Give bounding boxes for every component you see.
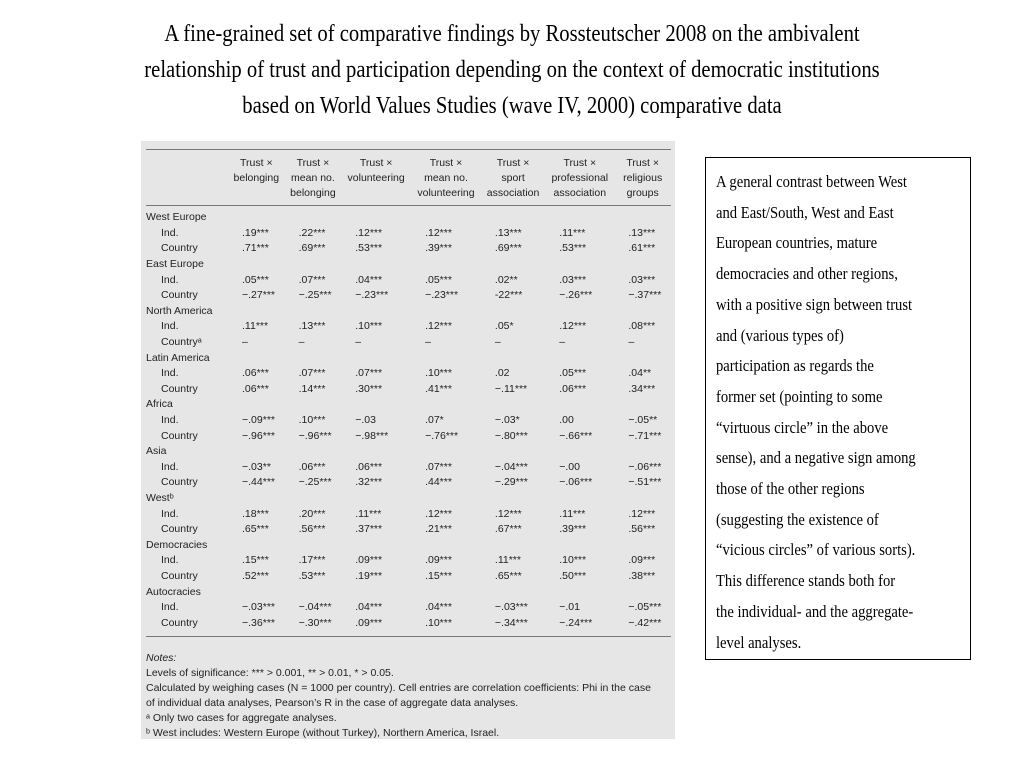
commentary-line: (suggesting the existence of — [716, 509, 879, 529]
table-cell: – — [494, 336, 501, 349]
commentary-line: This difference stands both for — [716, 571, 896, 591]
table-cell: −.25*** — [298, 476, 332, 489]
table-cell: .11*** — [242, 320, 269, 333]
table-cell: .69*** — [298, 242, 326, 255]
column-header-line: Trust × — [296, 157, 330, 169]
table-cell: .11*** — [559, 226, 586, 239]
table-cell: −.23*** — [425, 289, 459, 302]
column-header-line: volunteering — [347, 172, 405, 184]
table-cell: .69*** — [494, 242, 522, 255]
table-cell: .10*** — [559, 554, 587, 567]
table-cell: −.06*** — [628, 460, 662, 473]
notes-line: of individual data analyses, Pearson’s R in the case of aggregate data analyses. — [146, 697, 519, 709]
correlation-table — [146, 149, 671, 637]
table-cell: .34*** — [628, 382, 656, 395]
table-cell: .10*** — [355, 320, 383, 333]
column-header — [614, 152, 671, 206]
group-row — [146, 584, 671, 600]
commentary-line: and East/South, West and East — [716, 202, 894, 222]
table-cell: .67*** — [494, 523, 522, 536]
table-cell: .04** — [628, 367, 652, 380]
table-body — [146, 206, 671, 637]
table-row — [146, 413, 671, 429]
table-cell: −.23*** — [355, 289, 389, 302]
table-cell: −.05*** — [628, 601, 662, 614]
table-cell: .11*** — [559, 507, 586, 520]
table-cell: −.09*** — [242, 414, 275, 427]
table-cell: -22*** — [494, 289, 523, 302]
commentary-line: with a positive sign between trust — [716, 294, 913, 314]
table-cell: .65*** — [494, 569, 522, 582]
table-cell: −.29*** — [494, 476, 528, 489]
table-cell: −.11*** — [494, 382, 528, 395]
table-cell: .03*** — [559, 273, 587, 286]
table-cell: .12*** — [628, 507, 656, 520]
table-cell: −.03*** — [242, 601, 275, 614]
table-cell: −.80*** — [494, 429, 528, 442]
row-label: Country — [161, 429, 198, 442]
table-cell: .10*** — [298, 414, 326, 427]
table-cell: .03*** — [628, 273, 656, 286]
table-cell: .04*** — [355, 601, 383, 614]
header-stub — [146, 152, 228, 206]
table-cell: .11*** — [355, 507, 382, 520]
table-cell: −.03** — [242, 460, 271, 473]
table-cell: .56*** — [298, 523, 326, 536]
table-cell: .38*** — [628, 569, 656, 582]
table-cell: .71*** — [242, 242, 269, 255]
column-header — [545, 152, 614, 206]
table-cell: .05* — [494, 320, 514, 333]
table-cell: .09*** — [425, 554, 452, 567]
notes-line: Levels of significance: *** > 0.001, ** > 0.01, * > 0.05. — [146, 667, 394, 679]
table-cell: .12*** — [494, 507, 522, 520]
table-cell: .14*** — [298, 382, 326, 395]
table-cell: −.42*** — [614, 615, 671, 636]
group-name: Asia — [146, 445, 167, 458]
table-cell: .19*** — [242, 226, 269, 239]
column-header-line: Trust × — [496, 157, 530, 169]
group-row — [146, 491, 671, 507]
table-cell: .07*** — [298, 367, 326, 380]
group-row — [146, 537, 671, 553]
commentary-line: European countries, mature — [716, 233, 878, 253]
table-cell: −.26*** — [559, 289, 593, 302]
table-row — [146, 553, 671, 569]
group-row — [146, 444, 671, 460]
table-cell: −.51*** — [628, 476, 662, 489]
table-cell: .10*** — [425, 367, 452, 380]
column-header-line: belonging — [290, 187, 336, 199]
column-header-line: Trust × — [359, 157, 393, 169]
table-row — [146, 569, 671, 585]
table-cell: −.44*** — [242, 476, 275, 489]
row-label: Ind. — [161, 367, 179, 380]
table-cell: .15*** — [242, 554, 269, 567]
group-row — [146, 206, 671, 226]
column-header-line: Trust × — [626, 157, 659, 169]
table-cell: .12*** — [355, 226, 383, 239]
column-header-line: professional — [551, 172, 609, 184]
table-cell: – — [355, 336, 362, 349]
table-header — [146, 150, 671, 206]
table-row — [146, 600, 671, 616]
table-cell: .32*** — [355, 476, 383, 489]
row-label: Country — [161, 289, 198, 302]
row-label: Ind. — [161, 601, 179, 614]
table-row — [146, 615, 671, 636]
table-cell: −.98*** — [355, 429, 389, 442]
table-cell: .05*** — [425, 273, 452, 286]
column-header-line: sport — [501, 172, 525, 184]
table-cell: – — [628, 336, 635, 349]
table-cell: .39*** — [559, 523, 587, 536]
table-cell: .52*** — [242, 569, 269, 582]
table-row — [146, 272, 671, 288]
table-cell: −.04*** — [298, 601, 332, 614]
group-name: East Europe — [146, 258, 204, 271]
column-header-line: Trust × — [429, 157, 463, 169]
table-cell: −.27*** — [242, 289, 275, 302]
table-cell: .06*** — [242, 367, 269, 380]
table-cell: .06*** — [298, 460, 326, 473]
column-header-line: religious — [623, 172, 663, 184]
table-cell: .06*** — [242, 382, 269, 395]
table-cell: – — [559, 336, 566, 349]
table-cell: – — [298, 336, 305, 349]
table-cell: −.37*** — [628, 289, 662, 302]
group-row — [146, 304, 671, 320]
table-cell: −.04*** — [494, 460, 528, 473]
table-cell: −.66*** — [559, 429, 593, 442]
title-line: relationship of trust and participation depending on the context of democratic institutions — [144, 57, 880, 83]
commentary-line: former set (pointing to some — [716, 386, 883, 406]
row-label: Ind. — [161, 273, 179, 286]
commentary-line: “virtuous circle” in the above — [716, 417, 889, 437]
table-cell: .41*** — [425, 382, 452, 395]
table-cell: .53*** — [559, 242, 587, 255]
table-cell: .17*** — [298, 554, 326, 567]
table-cell: −.71*** — [628, 429, 662, 442]
table-notes — [146, 651, 674, 739]
table-row — [146, 382, 671, 398]
table-cell: −.00 — [559, 460, 580, 473]
table-cell: .07* — [425, 414, 444, 427]
row-label: Country — [161, 476, 198, 489]
table-cell: .53*** — [355, 242, 383, 255]
table-cell: −.03 — [355, 414, 376, 427]
row-label: Ind. — [161, 554, 179, 567]
table-cell: −.24*** — [545, 615, 614, 636]
column-header — [285, 152, 342, 206]
table-cell: .53*** — [298, 569, 326, 582]
table-image-panel — [141, 141, 675, 739]
header-row — [146, 152, 671, 206]
table-row — [146, 241, 671, 257]
table-cell: .61*** — [628, 242, 656, 255]
notes-heading: Notes: — [146, 652, 177, 664]
table-cell: .11*** — [494, 554, 521, 567]
notes-line: ᵇ West includes: Western Europe (without Turkey), Northern America, Israel. — [146, 727, 500, 739]
table-cell: −.36*** — [228, 615, 285, 636]
commentary-line: and (various types of) — [716, 325, 844, 345]
group-name: Westᵇ — [146, 491, 174, 504]
table-cell: .50*** — [559, 569, 587, 582]
commentary-line: “vicious circles” of various sorts). — [716, 540, 916, 560]
column-header-line: Trust × — [240, 157, 273, 169]
notes-line: Calculated by weighing cases (N = 1000 per country). Cell entries are correlation coefficients: Phi in the case — [146, 682, 651, 694]
table-cell: −.34*** — [481, 615, 545, 636]
column-header-line: Trust × — [563, 157, 597, 169]
row-label: Country — [161, 242, 198, 255]
table-cell: .13*** — [628, 226, 656, 239]
commentary-line: participation as regards the — [716, 356, 874, 376]
table-row — [146, 475, 671, 491]
row-label: Country — [161, 382, 198, 395]
table-cell: −.96*** — [242, 429, 275, 442]
row-label: Ind. — [161, 226, 179, 239]
table-cell: −.01 — [559, 601, 580, 614]
table-cell: .13*** — [298, 320, 326, 333]
table-cell: .21*** — [425, 523, 452, 536]
column-header-line: association — [553, 187, 607, 199]
row-label: Ind. — [161, 507, 179, 520]
table-cell: −.03*** — [494, 601, 528, 614]
table-row — [146, 428, 671, 444]
table-cell: .12*** — [425, 507, 452, 520]
table-cell: −.76*** — [425, 429, 459, 442]
table-cell: .05*** — [242, 273, 269, 286]
column-header — [228, 152, 285, 206]
table-cell: .12*** — [425, 320, 452, 333]
table-row — [146, 522, 671, 538]
group-name: Africa — [146, 398, 173, 411]
table-row — [146, 506, 671, 522]
table-cell: .65*** — [242, 523, 269, 536]
group-row — [146, 350, 671, 366]
table-cell: – — [242, 336, 248, 349]
table-cell: −.03* — [494, 414, 520, 427]
table-cell: .07*** — [298, 273, 326, 286]
column-header — [481, 152, 545, 206]
table-row — [146, 288, 671, 304]
column-header-line: belonging — [233, 172, 280, 184]
table-cell: .13*** — [494, 226, 522, 239]
table-cell: .19*** — [355, 569, 383, 582]
table-cell: .44*** — [425, 476, 452, 489]
table-row — [146, 335, 671, 351]
table-cell: .56*** — [628, 523, 656, 536]
table-cell: −.30*** — [285, 615, 342, 636]
commentary-line: sense), and a negative sign among — [716, 448, 916, 468]
row-label: Countryᵃ — [161, 336, 202, 349]
group-row — [146, 397, 671, 413]
table-cell: .04*** — [425, 601, 452, 614]
table-cell: −.25*** — [298, 289, 332, 302]
table-cell: .15*** — [425, 569, 452, 582]
notes-line: ᵃ Only two cases for aggregate analyses. — [146, 712, 337, 724]
column-header-line: mean no. — [424, 172, 468, 184]
column-header-line: groups — [626, 187, 659, 199]
row-label: Ind. — [161, 414, 179, 427]
commentary-line: the individual- and the aggregate- — [716, 601, 914, 621]
slide-title — [123, 16, 900, 124]
row-label: Ind. — [161, 320, 179, 333]
table-cell: .06*** — [355, 460, 383, 473]
table-cell: .07*** — [355, 367, 383, 380]
group-name: North America — [146, 304, 213, 317]
row-label: Country — [161, 569, 198, 582]
table-row — [146, 226, 671, 242]
table-row — [146, 366, 671, 382]
table-cell: .20*** — [298, 507, 326, 520]
table-cell: .22*** — [298, 226, 326, 239]
row-label: Ind. — [161, 460, 179, 473]
commentary-line: A general contrast between West — [716, 172, 907, 191]
table-cell: .09*** — [341, 615, 411, 636]
table-cell: −.05** — [628, 414, 658, 427]
table-cell: .12*** — [425, 226, 452, 239]
row-label: Country — [161, 523, 198, 536]
table-cell: −.06*** — [559, 476, 593, 489]
title-line: A fine-grained set of comparative findings by Rossteutscher 2008 on the ambivalent — [164, 21, 860, 47]
table-cell: .07*** — [425, 460, 452, 473]
group-name: West Europe — [146, 211, 207, 224]
table-cell: .09*** — [355, 554, 383, 567]
column-header — [341, 152, 411, 206]
row-label: Country — [146, 615, 228, 636]
group-row — [146, 257, 671, 273]
table-cell: .04*** — [355, 273, 383, 286]
table-cell: .05*** — [559, 367, 587, 380]
table-cell: .02** — [494, 273, 518, 286]
title-line: based on World Values Studies (wave IV, 2000) comparative data — [242, 93, 782, 119]
column-header — [411, 152, 481, 206]
table-row — [146, 460, 671, 476]
table-row — [146, 319, 671, 335]
column-header-line: volunteering — [417, 187, 475, 199]
table-cell: .12*** — [559, 320, 587, 333]
table-cell: .00 — [559, 414, 574, 427]
table-cell: .09*** — [628, 554, 656, 567]
group-name: Democracies — [146, 538, 208, 551]
table-cell: – — [425, 336, 431, 349]
table-cell: .37*** — [355, 523, 383, 536]
table-cell: .39*** — [425, 242, 452, 255]
column-header-line: association — [486, 187, 540, 199]
commentary-line: level analyses. — [716, 632, 802, 652]
group-name: Latin America — [146, 351, 210, 364]
commentary-box — [705, 157, 971, 660]
table-cell: .10*** — [411, 615, 481, 636]
column-header-line: mean no. — [291, 172, 335, 184]
commentary-line: those of the other regions — [716, 479, 865, 499]
table-cell: .02 — [494, 367, 510, 380]
table-cell: .08*** — [628, 320, 656, 333]
commentary-line: democracies and other regions, — [716, 264, 898, 284]
table-cell: .18*** — [242, 507, 269, 520]
table-cell: −.96*** — [298, 429, 332, 442]
table-cell: .30*** — [355, 382, 383, 395]
table-cell: .06*** — [559, 382, 587, 395]
group-name: Autocracies — [146, 585, 201, 598]
